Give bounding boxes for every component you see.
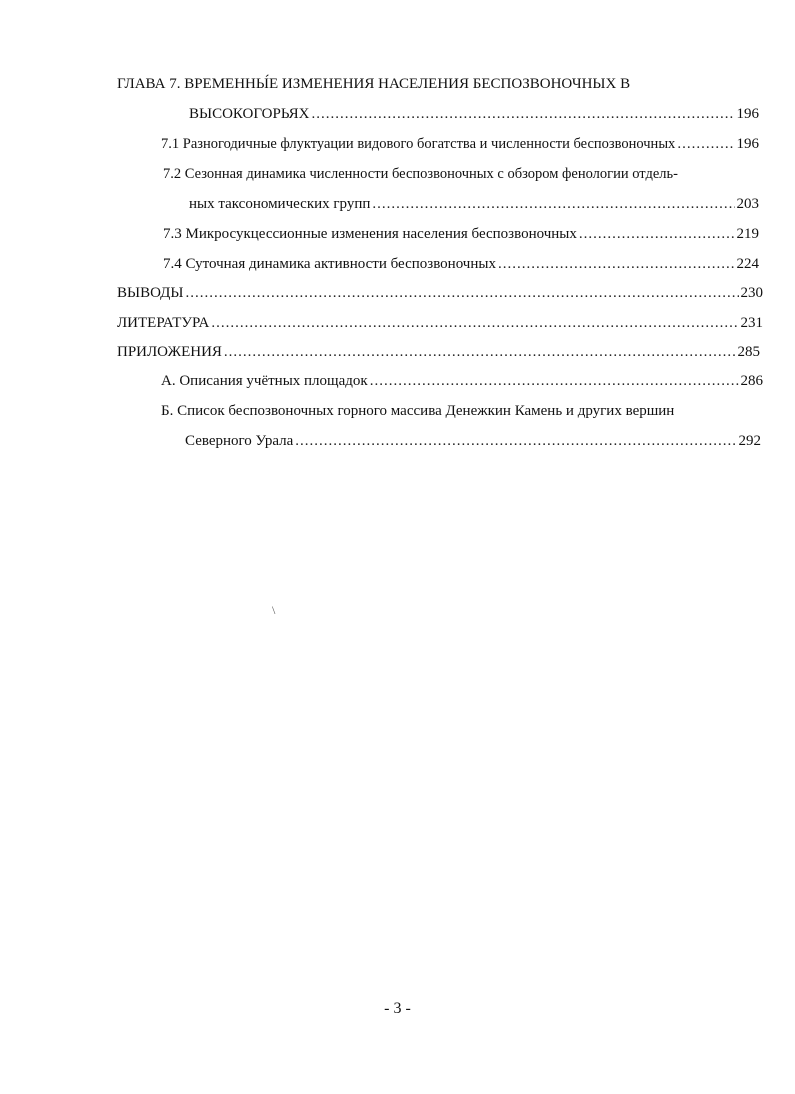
toc-leader-dots xyxy=(372,194,734,214)
toc-page-number: 219 xyxy=(736,226,759,242)
toc-leader-dots xyxy=(295,431,736,451)
toc-entry-section-7-1 xyxy=(161,134,759,154)
toc-entry-title: А. Описания учётных площадок xyxy=(161,373,368,389)
toc-entry-title: Б. Список беспозвоночных горного массива Денежкин Камень и других вершин xyxy=(161,403,675,419)
toc-entry-title: Северного Урала xyxy=(185,433,294,449)
toc-leader-dots xyxy=(370,371,739,391)
toc-entry-title: 7.4 Суточная динамика активности беспозвоночных xyxy=(163,256,496,272)
toc-entry-title: ЛИТЕРАТУРА xyxy=(117,315,210,331)
toc-entry-title: ПРИЛОЖЕНИЯ xyxy=(117,344,222,360)
page-number: - 3 - xyxy=(384,1000,411,1017)
toc-page-number: 196 xyxy=(736,136,759,152)
toc-entry-section-7-4 xyxy=(163,254,759,274)
toc-leader-dots xyxy=(579,224,735,244)
toc-page-number: 230 xyxy=(740,285,763,301)
toc-entry-title: 7.3 Микросукцессионные изменения населения беспозвоночных xyxy=(163,226,577,242)
toc-leader-dots xyxy=(186,283,739,303)
toc-entry-title: ГЛАВА 7. ВРЕМЕННЫ́Е ИЗМЕНЕНИЯ НАСЕЛЕНИЯ БЕСПОЗВОНОЧНЫХ В xyxy=(117,76,631,92)
toc-page-number: 285 xyxy=(737,344,760,360)
toc-entry-title: 7.1 Разногодичные флуктуации видового богатства и численности беспозвоночных xyxy=(161,136,676,152)
toc-leader-dots xyxy=(312,104,735,124)
toc-entry-section-7-2-line2 xyxy=(189,194,759,214)
toc-page-number: 224 xyxy=(736,256,759,272)
stray-mark: \ xyxy=(272,603,276,617)
toc-entry-title: ВЫСОКОГОРЬЯХ xyxy=(189,106,310,122)
toc-entry-literature xyxy=(117,313,763,333)
toc-entry-appendix-b-line1 xyxy=(161,401,761,421)
toc-entry-title: ВЫВОДЫ xyxy=(117,285,184,301)
toc-entry-appendices xyxy=(117,342,760,362)
toc-entry-section-7-3 xyxy=(163,224,759,244)
toc-entry-title: ных таксономических групп xyxy=(189,196,371,212)
toc-page-number: 292 xyxy=(738,433,761,449)
toc-leader-dots xyxy=(224,342,736,362)
toc-leader-dots xyxy=(677,134,734,154)
toc-leader-dots xyxy=(211,313,738,333)
toc-entry-section-7-2-line1 xyxy=(163,164,759,184)
toc-entry-appendix-a xyxy=(161,371,763,391)
toc-leader-dots xyxy=(498,254,735,274)
toc-entry-appendix-b-line2 xyxy=(185,431,761,451)
toc-entry-chapter-7-line1 xyxy=(117,74,762,94)
toc-entry-title: 7.2 Сезонная динамика численности беспозвоночных с обзором фенологии отдель- xyxy=(163,166,678,182)
toc-page-number: 196 xyxy=(736,106,759,122)
toc-page-number: 286 xyxy=(740,373,763,389)
toc-page-number: 203 xyxy=(736,196,759,212)
toc-entry-chapter-7-line2 xyxy=(189,104,759,124)
toc-page-number: 231 xyxy=(740,315,763,331)
toc-entry-conclusions xyxy=(117,283,763,303)
